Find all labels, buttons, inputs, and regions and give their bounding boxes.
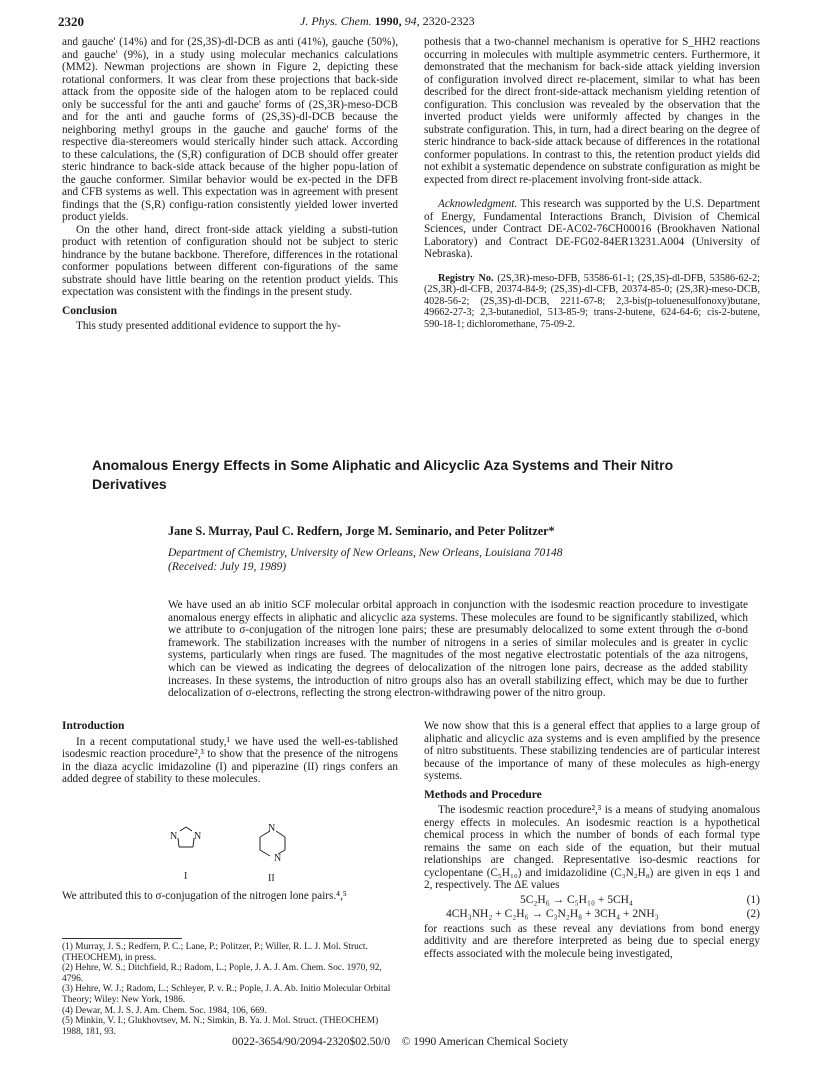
acknowledgment-label: Acknowledgment. (438, 198, 518, 210)
equation-2-number: (2) (746, 908, 760, 920)
abstract: We have used an ab initio SCF molecular orbital approach in conjunction with the isodesmic reaction procedure to investigate anomalous energy effects in aliphatic and alicyclic aza systems. These molecules are found to be significantly stabilized, which we attribute to σ-conjugation of the nitrogen lone pairs; these are presumably delocalized to some extent through the σ-bond framework. The stabilization increases with the number of nitrogens in a series of similar molecules and is greater in cyclic systems, particularly when rings are fused. The magnitudes of the most negative electrostatic potentials of the aza nitrogens, which can be viewed as indicating the degrees of delocalization of the nitrogen lone pairs, decrease as the added stability increases. In these systems, the introduction of nitro groups also has an overall stabilizing effect, which may be due to further delocalization of σ-electrons, reflecting the strong electron-withdrawing power of the nitro group. (168, 599, 748, 700)
chemical-structures (166, 823, 316, 885)
intro-paragraph: We attributed this to σ-conjugation of the nitrogen lone pairs.⁴,⁵ (62, 890, 347, 902)
prev-paragraph: pothesis that a two-channel mechanism is operative for S_HH2 reactions occurring in molecules with multiple asymmetric centers. Furthermore, it demonstrated that the mechanism for back-side attack yielding inversion of configuration involved direct re-placement, similar to what has been described for the direct front-side-attack mechanism yielding retention of configuration. This conclusion was revealed by the observation that the inverted product yields were uniformly affected by changes in the substrate configuration. This, in turn, had a direct bearing on the degree of steric hindrance to back-side attack because of differences in the rotational conformer populations. In contrast to this, the retention product yields did not exhibit a systematic dependence on substrate configuration as might be expected from direct re-placement involving front-side attack. (424, 36, 760, 186)
registry-label: Registry No. (438, 272, 494, 284)
intro-paragraph: In a recent computational study,¹ we have used the well-es-tablished isodesmic reaction procedure²,³ to show that the presence of the nitrogens in the diaza acyclic imidazoline (I) and piperazine (II) rings confers an added degree of stability to these molecules. (62, 735, 398, 785)
methods-paragraph: for reactions such as these reveal any deviations from bond energy additivity and are therefore interpreted as being due to special energy effects associated with the molecule being investigated, (424, 922, 760, 960)
equation-2 (424, 908, 760, 921)
prev-paragraph: and gauche' (14%) and for (2S,3S)-dl-DCB as anti (41%), gauche (50%), and gauche' (9%), in a study using molecular mechanics calculations (MM2). Newman projections are shown in Figure 2, depicting these rotational conformers. It was clear from these projections that back-side attack from the opposite side of the halogen atom to be replaced could only be successful for the anti and gauche' forms of (2S,3R)-meso-DCB and for the anti and gauche forms of (2S,3S)-dl-DCB because the neighboring methyl groups in the gauche and gauche' forms of the respective dia-stereomers would sterically hinder such attack. According to these calculations, the (S,R) configuration of DCB should offer greater steric hindrance to back-side attack because of the higher popu-lation of the gauche conformer. Similar behavior would be ex-pected in the DFB and CFB systems as well. This expectation was in agreement with present findings that the (S,R) configu-ration consistently yielded lower inverted product yields. (62, 36, 398, 223)
prev-article-left-column (62, 36, 398, 333)
methods-heading: Methods and Procedure (424, 788, 542, 801)
article-affiliation (168, 546, 563, 574)
structure-atom-n: N (170, 831, 178, 842)
running-header (300, 14, 600, 29)
footnote-rule (62, 938, 182, 939)
article-title: Anomalous Energy Effects in Some Aliphatic and Alicyclic Aza Systems and Their Nitro Derivatives (92, 457, 674, 492)
article-left-column-continued (62, 890, 398, 903)
acknowledgment-text: This research was supported by the U.S. Department of Energy, Fundamental Interactions Branch, Division of Chemical Sciences, under Contract DE-AC02-76CH00016 (Brookhaven National Laboratory) and Contract DE-FG02-84ER13231.A004 (University of Nebraska). (424, 198, 760, 260)
equation-1-body: 5C₂H₆ → C₅H₁₀ + 5CH₄ (520, 893, 633, 906)
structure-label-I: I (184, 871, 188, 882)
footnote: (5) Minkin, V. I.; Glukhovtsev, M. N.; Simkin, B. Ya. J. Mol. Struct. (THEOCHEM) 1988, 181, 93. (62, 1016, 379, 1037)
received-date: (Received: July 19, 1989) (168, 561, 287, 573)
affiliation-line: Department of Chemistry, University of New Orleans, New Orleans, Louisiana 70148 (168, 547, 563, 559)
structure-imidazoline (178, 827, 194, 847)
journal-pages: 2320-2323 (422, 14, 475, 28)
structure-atom-n: N (268, 823, 276, 834)
methods-paragraph: The isodesmic reaction procedure²,³ is a means of studying anomalous energy effects in molecules. An isodesmic reaction is a hypothetical chemical process in which the number of bonds of each formal type remains the same on each side of the equation, but their mutual relationships are changed. Representative iso-desmic reactions for cyclopentane (C₅H₁₀) and imidazolidine (C₃N₂H₈) are given in eqs 1 and 2, respectively. The ΔE values (424, 804, 760, 891)
conclusion-text: This study presented additional evidence to support the hy- (76, 320, 341, 332)
introduction-heading: Introduction (62, 720, 125, 732)
prev-article-right-column (424, 36, 760, 330)
structure-piperazine (260, 831, 285, 856)
page-footer (232, 1036, 568, 1048)
article-right-column (424, 720, 760, 960)
footer-code: 0022-3654/90/2094-2320$02.50/0 (232, 1036, 391, 1048)
footnotes (62, 938, 398, 1037)
footnote: (3) Hehre, W. J.; Radom, L.; Schleyer, P. v. R.; Pople, J. A. Ab. Initio Molecular Orbital Theory; Wiley: New York, 1986. (62, 984, 391, 1005)
prev-paragraph: On the other hand, direct front-side attack yielding a substi-tution product with retention of configuration should not be subject to steric hindrance by the butane backbone. Therefore, differences in the rotational conformer populations between different con-figurations of the same substrate should have little bearing on the retention product yields. This expectation was consistent with the findings in the present study. (62, 223, 398, 298)
footnote: (2) Hehre, W. S.; Ditchfield, R.; Radom, L.; Pople, J. A. J. Am. Chem. Soc. 1970, 92, 4796. (62, 963, 382, 984)
registry-numbers (424, 273, 760, 331)
article-authors: Jane S. Murray, Paul C. Redfern, Jorge M. Seminario, and Peter Politzer* (168, 524, 555, 538)
conclusion-heading: Conclusion (62, 304, 117, 317)
journal-volume: 94, (404, 14, 420, 28)
equation-1 (424, 894, 760, 907)
structure-atom-n: N (194, 831, 202, 842)
page-number: 2320 (58, 14, 84, 29)
journal-name: J. Phys. Chem. (300, 14, 372, 28)
acknowledgment (424, 198, 760, 261)
footnote: (4) Dewar, M. J. S. J. Am. Chem. Soc. 1984, 106, 669. (62, 1005, 267, 1016)
footer-copyright: © 1990 American Chemical Society (401, 1036, 569, 1048)
equation-2-body: 4CH₃NH₂ + C₂H₆ → C₃N₂H₈ + 3CH₄ + 2NH₃ (446, 908, 659, 920)
structure-label-II: II (268, 873, 275, 884)
journal-year: 1990, (374, 14, 402, 28)
article-left-column (62, 720, 398, 786)
registry-text: (2S,3R)-meso-DFB, 53586-61-1; (2S,3S)-dl-DFB, 53586-62-2; (2S,3R)-dl-CFB, 20374-84-9; (2S,3S)-dl-CFB, 20374-85-0; (2S,3R)-meso-DCB, 4028-56-2; (2S,3S)-dl-DCB, 2211-67-8; 2,3-bis(p-toluenesulfonoxy)butane, 49662-27-3; 2,3-butanediol, 513-85-9; trans-2-butene, 624-64-6; cis-2-butene, 590-18-1; dichloromethane, 75-09-2. (424, 272, 761, 330)
right-paragraph: We now show that this is a general effect that applies to a large group of aliphatic and alicyclic aza systems and is even amplified by the presence of nitro substituents. These stabilizing tendencies are of particular interest because of the importance of many of these molecules as high-energy systems. (424, 720, 760, 782)
footnote: (1) Murray, J. S.; Redfern, P. C.; Lane, P.; Politzer, P.; Willer, R. L. J. Mol. Struct. (THEOCHEM), in press. (62, 942, 368, 963)
equation-1-number: (1) (746, 893, 760, 906)
structure-atom-n: N (274, 853, 282, 864)
